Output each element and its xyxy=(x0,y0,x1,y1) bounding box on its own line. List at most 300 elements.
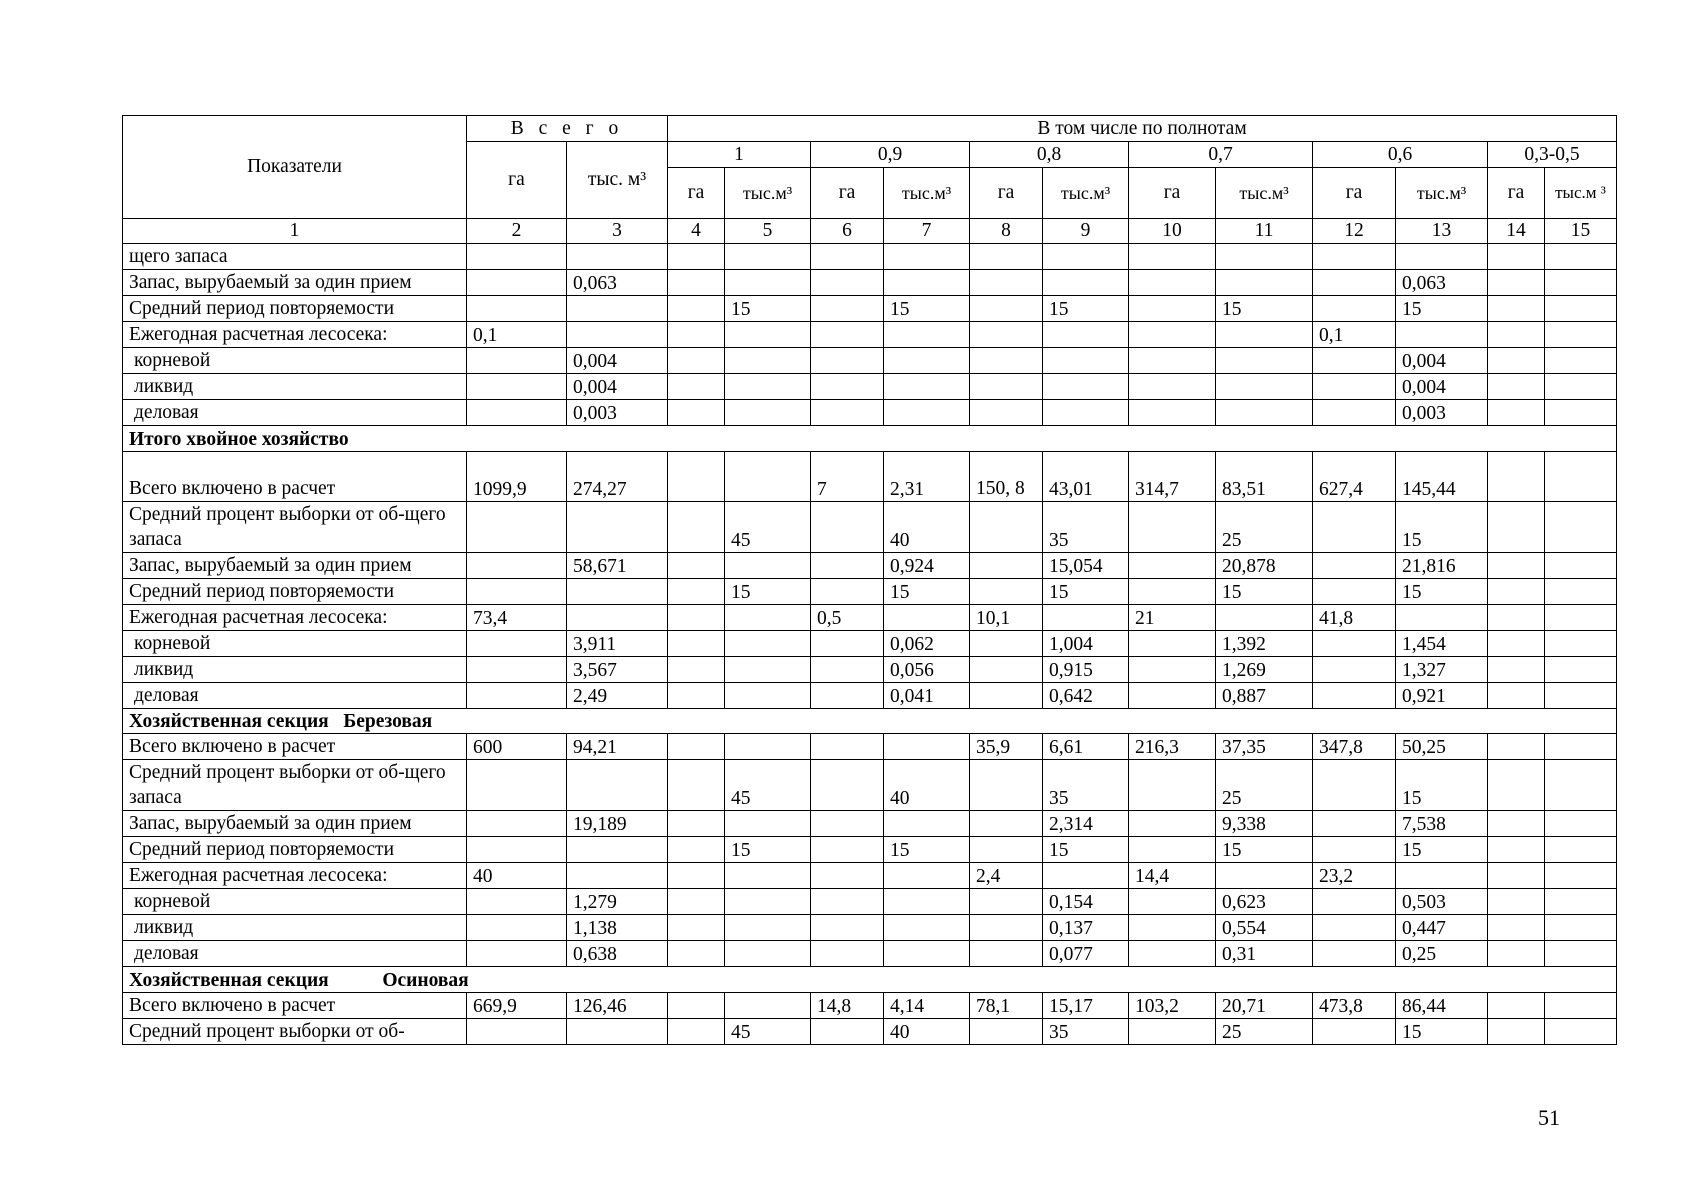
table-cell: 0,077 xyxy=(1043,941,1129,967)
row-label: Средний период повторяемости xyxy=(123,578,467,604)
table-cell: 15,054 xyxy=(1043,552,1129,578)
table-cell xyxy=(725,915,811,941)
table-cell: 15 xyxy=(1043,296,1129,322)
table-cell: 0,062 xyxy=(884,630,970,656)
table-cell xyxy=(970,552,1043,578)
table-cell: 0,924 xyxy=(884,552,970,578)
table-cell xyxy=(811,915,884,941)
table-cell xyxy=(467,374,567,400)
table-cell: 0,004 xyxy=(567,348,668,374)
table-cell xyxy=(668,501,725,552)
table-cell xyxy=(725,630,811,656)
row-label: корневой xyxy=(123,889,467,915)
row-label: деловая xyxy=(123,682,467,708)
table-cell xyxy=(1488,400,1545,426)
table-cell xyxy=(1129,501,1216,552)
table-cell xyxy=(970,296,1043,322)
header-density: 1 xyxy=(668,142,811,168)
column-number: 12 xyxy=(1313,219,1396,244)
table-cell: 314,7 xyxy=(1129,451,1216,501)
row-label: Запас, вырубаемый за один прием xyxy=(123,270,467,296)
table-cell xyxy=(1313,270,1396,296)
table-row xyxy=(123,348,1617,374)
table-cell xyxy=(884,604,970,630)
table-cell xyxy=(884,734,970,760)
table-cell: 1,454 xyxy=(1396,630,1488,656)
table-cell xyxy=(668,915,725,941)
header-unit-volume: тыс.м³ xyxy=(1396,168,1488,219)
table-cell xyxy=(1488,322,1545,348)
header-total: В с е г о xyxy=(467,116,668,142)
table-cell xyxy=(970,501,1043,552)
table-cell xyxy=(668,811,725,837)
table-cell xyxy=(1313,656,1396,682)
table-cell xyxy=(725,992,811,1018)
table-cell xyxy=(970,244,1043,270)
section-title: Итого хвойное хозяйство xyxy=(123,426,1617,452)
table-cell xyxy=(970,348,1043,374)
table-cell xyxy=(725,322,811,348)
table-cell: 19,189 xyxy=(567,811,668,837)
table-cell xyxy=(567,1018,668,1044)
table-cell xyxy=(1129,889,1216,915)
table-cell xyxy=(1313,941,1396,967)
section-row xyxy=(123,708,1617,734)
table-cell xyxy=(668,1018,725,1044)
table-cell: 15 xyxy=(884,837,970,863)
header-density: 0,7 xyxy=(1129,142,1313,168)
table-cell xyxy=(1129,374,1216,400)
table-cell xyxy=(1313,400,1396,426)
table-cell: 7 xyxy=(811,451,884,501)
table-row xyxy=(123,941,1617,967)
table-cell xyxy=(725,270,811,296)
cutting-volume-table xyxy=(122,115,1617,1045)
table-cell xyxy=(1488,837,1545,863)
table-cell: 473,8 xyxy=(1313,992,1396,1018)
table-cell xyxy=(1129,270,1216,296)
column-number: 8 xyxy=(970,219,1043,244)
table-cell xyxy=(1545,578,1617,604)
table-row xyxy=(123,915,1617,941)
table-cell: 25 xyxy=(1216,1018,1313,1044)
table-cell xyxy=(668,682,725,708)
table-cell: 1099,9 xyxy=(467,451,567,501)
table-cell xyxy=(811,400,884,426)
table-cell: 40 xyxy=(467,863,567,889)
table-cell xyxy=(1545,811,1617,837)
table-cell: 10,1 xyxy=(970,604,1043,630)
table-cell: 0,503 xyxy=(1396,889,1488,915)
table-body xyxy=(123,244,1617,1045)
table-cell xyxy=(1313,244,1396,270)
table-cell xyxy=(1043,244,1129,270)
table-cell: 15 xyxy=(1216,837,1313,863)
table-cell xyxy=(1545,451,1617,501)
table-cell: 45 xyxy=(725,501,811,552)
header-unit-ha: га xyxy=(1129,168,1216,219)
table-cell: 0,623 xyxy=(1216,889,1313,915)
table-cell: 0,447 xyxy=(1396,915,1488,941)
table-cell xyxy=(1488,348,1545,374)
table-cell xyxy=(467,837,567,863)
table-cell xyxy=(725,552,811,578)
table-cell: 15 xyxy=(884,578,970,604)
table-cell xyxy=(970,270,1043,296)
table-cell xyxy=(884,322,970,348)
table-cell xyxy=(725,400,811,426)
table-cell: 35 xyxy=(1043,760,1129,811)
table-cell xyxy=(1043,374,1129,400)
table-cell xyxy=(668,760,725,811)
table-cell: 43,01 xyxy=(1043,451,1129,501)
table-cell: 45 xyxy=(725,1018,811,1044)
table-cell: 0,638 xyxy=(567,941,668,967)
table-cell xyxy=(467,682,567,708)
table-row xyxy=(123,656,1617,682)
table-cell xyxy=(1545,244,1617,270)
row-label: Средний процент выборки от об-щего запаса xyxy=(123,501,467,552)
row-label: ликвид xyxy=(123,374,467,400)
header-density: 0,6 xyxy=(1313,142,1488,168)
table-cell: 0,5 xyxy=(811,604,884,630)
table-cell xyxy=(1545,400,1617,426)
table-row xyxy=(123,244,1617,270)
header-density: 0,8 xyxy=(970,142,1129,168)
table-cell: 0,004 xyxy=(1396,374,1488,400)
table-cell xyxy=(467,811,567,837)
table-cell: 6,61 xyxy=(1043,734,1129,760)
table-cell xyxy=(467,501,567,552)
table-cell xyxy=(567,244,668,270)
header-unit-volume: тыс.м³ xyxy=(1216,168,1313,219)
header-unit-volume: тыс.м ³ xyxy=(1545,168,1617,219)
table-cell xyxy=(1545,552,1617,578)
table-cell xyxy=(1488,630,1545,656)
table-cell xyxy=(1129,296,1216,322)
table-cell xyxy=(811,811,884,837)
row-label: Ежегодная расчетная лесосека: xyxy=(123,604,467,630)
row-label: корневой xyxy=(123,348,467,374)
table-cell xyxy=(1545,501,1617,552)
table-cell xyxy=(1488,501,1545,552)
table-cell xyxy=(668,837,725,863)
forest-table-page xyxy=(122,115,1612,1045)
table-cell xyxy=(1545,760,1617,811)
table-header xyxy=(123,116,1617,244)
table-cell xyxy=(1545,656,1617,682)
table-cell: 0,642 xyxy=(1043,682,1129,708)
table-cell: 0,25 xyxy=(1396,941,1488,967)
table-cell xyxy=(668,451,725,501)
table-cell xyxy=(811,374,884,400)
table-cell: 35,9 xyxy=(970,734,1043,760)
table-cell: 25 xyxy=(1216,760,1313,811)
table-cell xyxy=(884,889,970,915)
row-label: Ежегодная расчетная лесосека: xyxy=(123,322,467,348)
table-cell xyxy=(1129,1018,1216,1044)
section-title: Хозяйственная секция Березовая xyxy=(123,708,1617,734)
table-cell xyxy=(467,348,567,374)
table-cell: 1,269 xyxy=(1216,656,1313,682)
table-cell xyxy=(725,941,811,967)
table-cell xyxy=(1129,941,1216,967)
table-cell: 2,4 xyxy=(970,863,1043,889)
table-cell xyxy=(1545,734,1617,760)
table-cell: 58,671 xyxy=(567,552,668,578)
header-density: 0,9 xyxy=(811,142,970,168)
table-cell xyxy=(884,941,970,967)
table-cell xyxy=(1488,889,1545,915)
column-number: 15 xyxy=(1545,219,1617,244)
table-cell: 14,8 xyxy=(811,992,884,1018)
table-cell: 2,314 xyxy=(1043,811,1129,837)
table-cell: 0,137 xyxy=(1043,915,1129,941)
table-cell xyxy=(467,760,567,811)
table-cell xyxy=(811,760,884,811)
table-row xyxy=(123,270,1617,296)
table-cell xyxy=(811,322,884,348)
table-cell xyxy=(725,244,811,270)
table-cell: 15 xyxy=(1396,760,1488,811)
table-cell: 1,327 xyxy=(1396,656,1488,682)
table-cell xyxy=(1488,941,1545,967)
table-cell xyxy=(970,656,1043,682)
table-cell: 2,49 xyxy=(567,682,668,708)
table-cell: 0,554 xyxy=(1216,915,1313,941)
table-cell xyxy=(1313,682,1396,708)
table-cell xyxy=(811,1018,884,1044)
table-cell: 216,3 xyxy=(1129,734,1216,760)
table-cell: 15 xyxy=(1396,296,1488,322)
table-cell xyxy=(1488,270,1545,296)
table-cell xyxy=(1545,682,1617,708)
row-label: Всего включено в расчет xyxy=(123,451,467,501)
table-cell xyxy=(725,734,811,760)
header-unit-volume: тыс.м³ xyxy=(884,168,970,219)
table-cell: 15 xyxy=(1043,837,1129,863)
table-cell: 15,17 xyxy=(1043,992,1129,1018)
column-number: 6 xyxy=(811,219,884,244)
table-cell xyxy=(811,837,884,863)
table-cell xyxy=(467,889,567,915)
header-unit-volume: тыс.м³ xyxy=(725,168,811,219)
column-number: 1 xyxy=(123,219,467,244)
table-row xyxy=(123,734,1617,760)
table-cell xyxy=(1396,863,1488,889)
row-label: Запас, вырубаемый за один прием xyxy=(123,552,467,578)
table-cell xyxy=(811,244,884,270)
table-cell xyxy=(811,348,884,374)
table-cell: 21 xyxy=(1129,604,1216,630)
table-cell: 25 xyxy=(1216,501,1313,552)
table-cell: 15 xyxy=(1043,578,1129,604)
table-cell xyxy=(1216,604,1313,630)
table-cell xyxy=(1216,322,1313,348)
table-cell xyxy=(970,374,1043,400)
table-cell: 0,063 xyxy=(1396,270,1488,296)
table-cell xyxy=(1545,992,1617,1018)
table-cell xyxy=(1129,682,1216,708)
table-cell: 15 xyxy=(1396,501,1488,552)
table-cell: 15 xyxy=(725,837,811,863)
table-cell xyxy=(467,1018,567,1044)
table-cell: 21,816 xyxy=(1396,552,1488,578)
header-unit-ha: га xyxy=(970,168,1043,219)
row-label: ликвид xyxy=(123,656,467,682)
header-total-ha: га xyxy=(467,142,567,219)
table-cell xyxy=(970,811,1043,837)
table-cell xyxy=(1488,760,1545,811)
table-cell xyxy=(811,501,884,552)
table-cell xyxy=(725,863,811,889)
table-cell: 35 xyxy=(1043,1018,1129,1044)
table-cell xyxy=(467,270,567,296)
table-cell xyxy=(811,682,884,708)
table-cell xyxy=(1313,630,1396,656)
table-cell xyxy=(1545,630,1617,656)
table-cell xyxy=(467,400,567,426)
table-cell: 0,056 xyxy=(884,656,970,682)
table-row xyxy=(123,837,1617,863)
table-cell xyxy=(970,322,1043,348)
table-cell xyxy=(567,296,668,322)
table-cell xyxy=(970,941,1043,967)
table-cell: 86,44 xyxy=(1396,992,1488,1018)
header-indicators: Показатели xyxy=(123,116,467,219)
table-cell xyxy=(970,400,1043,426)
table-cell xyxy=(467,915,567,941)
table-cell xyxy=(1545,348,1617,374)
table-cell xyxy=(1545,863,1617,889)
table-cell: 627,4 xyxy=(1313,451,1396,501)
table-cell xyxy=(1396,322,1488,348)
table-cell: 4,14 xyxy=(884,992,970,1018)
table-cell: 0,063 xyxy=(567,270,668,296)
table-cell xyxy=(567,604,668,630)
table-cell xyxy=(1396,604,1488,630)
table-cell xyxy=(970,630,1043,656)
table-cell xyxy=(1488,992,1545,1018)
table-cell xyxy=(1313,348,1396,374)
row-label: корневой xyxy=(123,630,467,656)
header-unit-ha: га xyxy=(1488,168,1545,219)
table-cell xyxy=(1545,889,1617,915)
table-cell xyxy=(1488,863,1545,889)
table-cell: 274,27 xyxy=(567,451,668,501)
table-cell xyxy=(970,1018,1043,1044)
table-cell: 78,1 xyxy=(970,992,1043,1018)
header-unit-volume: тыс.м³ xyxy=(1043,168,1129,219)
table-cell xyxy=(567,501,668,552)
table-cell xyxy=(467,244,567,270)
table-cell xyxy=(1313,915,1396,941)
table-cell xyxy=(1545,322,1617,348)
table-cell: 50,25 xyxy=(1396,734,1488,760)
table-cell xyxy=(970,889,1043,915)
table-cell xyxy=(467,656,567,682)
table-cell: 20,71 xyxy=(1216,992,1313,1018)
table-cell xyxy=(725,451,811,501)
table-cell: 14,4 xyxy=(1129,863,1216,889)
table-cell xyxy=(725,889,811,915)
table-cell xyxy=(1545,837,1617,863)
table-row xyxy=(123,374,1617,400)
row-label: ликвид xyxy=(123,915,467,941)
table-cell: 15 xyxy=(1396,1018,1488,1044)
table-cell xyxy=(1488,734,1545,760)
table-cell xyxy=(1129,915,1216,941)
table-cell xyxy=(1313,552,1396,578)
table-cell xyxy=(467,552,567,578)
table-cell: 73,4 xyxy=(467,604,567,630)
table-row xyxy=(123,501,1617,552)
table-cell xyxy=(668,348,725,374)
table-row xyxy=(123,1018,1617,1044)
table-cell xyxy=(668,400,725,426)
row-label: Запас, вырубаемый за один прием xyxy=(123,811,467,837)
table-row xyxy=(123,296,1617,322)
column-number: 2 xyxy=(467,219,567,244)
column-number: 13 xyxy=(1396,219,1488,244)
column-numbers-row xyxy=(123,219,1617,244)
table-cell: 15 xyxy=(725,578,811,604)
table-cell xyxy=(811,889,884,915)
table-cell: 0,921 xyxy=(1396,682,1488,708)
table-cell xyxy=(1216,374,1313,400)
column-number: 5 xyxy=(725,219,811,244)
table-cell xyxy=(970,837,1043,863)
table-cell xyxy=(725,374,811,400)
table-cell xyxy=(1545,270,1617,296)
table-cell: 600 xyxy=(467,734,567,760)
table-cell xyxy=(884,863,970,889)
table-row xyxy=(123,552,1617,578)
row-label: деловая xyxy=(123,400,467,426)
table-row xyxy=(123,322,1617,348)
table-cell xyxy=(1545,915,1617,941)
table-cell xyxy=(1129,348,1216,374)
column-number: 4 xyxy=(668,219,725,244)
table-cell xyxy=(1545,604,1617,630)
table-cell xyxy=(467,296,567,322)
table-cell: 41,8 xyxy=(1313,604,1396,630)
table-cell xyxy=(567,837,668,863)
table-row xyxy=(123,811,1617,837)
table-cell xyxy=(1216,270,1313,296)
column-number: 9 xyxy=(1043,219,1129,244)
table-cell: 103,2 xyxy=(1129,992,1216,1018)
table-cell xyxy=(1396,244,1488,270)
table-cell xyxy=(1129,811,1216,837)
table-cell xyxy=(811,552,884,578)
page-number: 51 xyxy=(1538,1105,1560,1130)
table-cell: 37,35 xyxy=(1216,734,1313,760)
table-cell xyxy=(1488,811,1545,837)
table-cell xyxy=(668,296,725,322)
table-cell xyxy=(884,244,970,270)
table-cell: 1,138 xyxy=(567,915,668,941)
table-cell xyxy=(1313,501,1396,552)
table-cell: 1,279 xyxy=(567,889,668,915)
table-cell xyxy=(1545,1018,1617,1044)
table-cell xyxy=(1488,682,1545,708)
table-cell xyxy=(1129,400,1216,426)
table-row xyxy=(123,400,1617,426)
table-cell xyxy=(884,348,970,374)
table-cell xyxy=(467,941,567,967)
table-cell: 669,9 xyxy=(467,992,567,1018)
